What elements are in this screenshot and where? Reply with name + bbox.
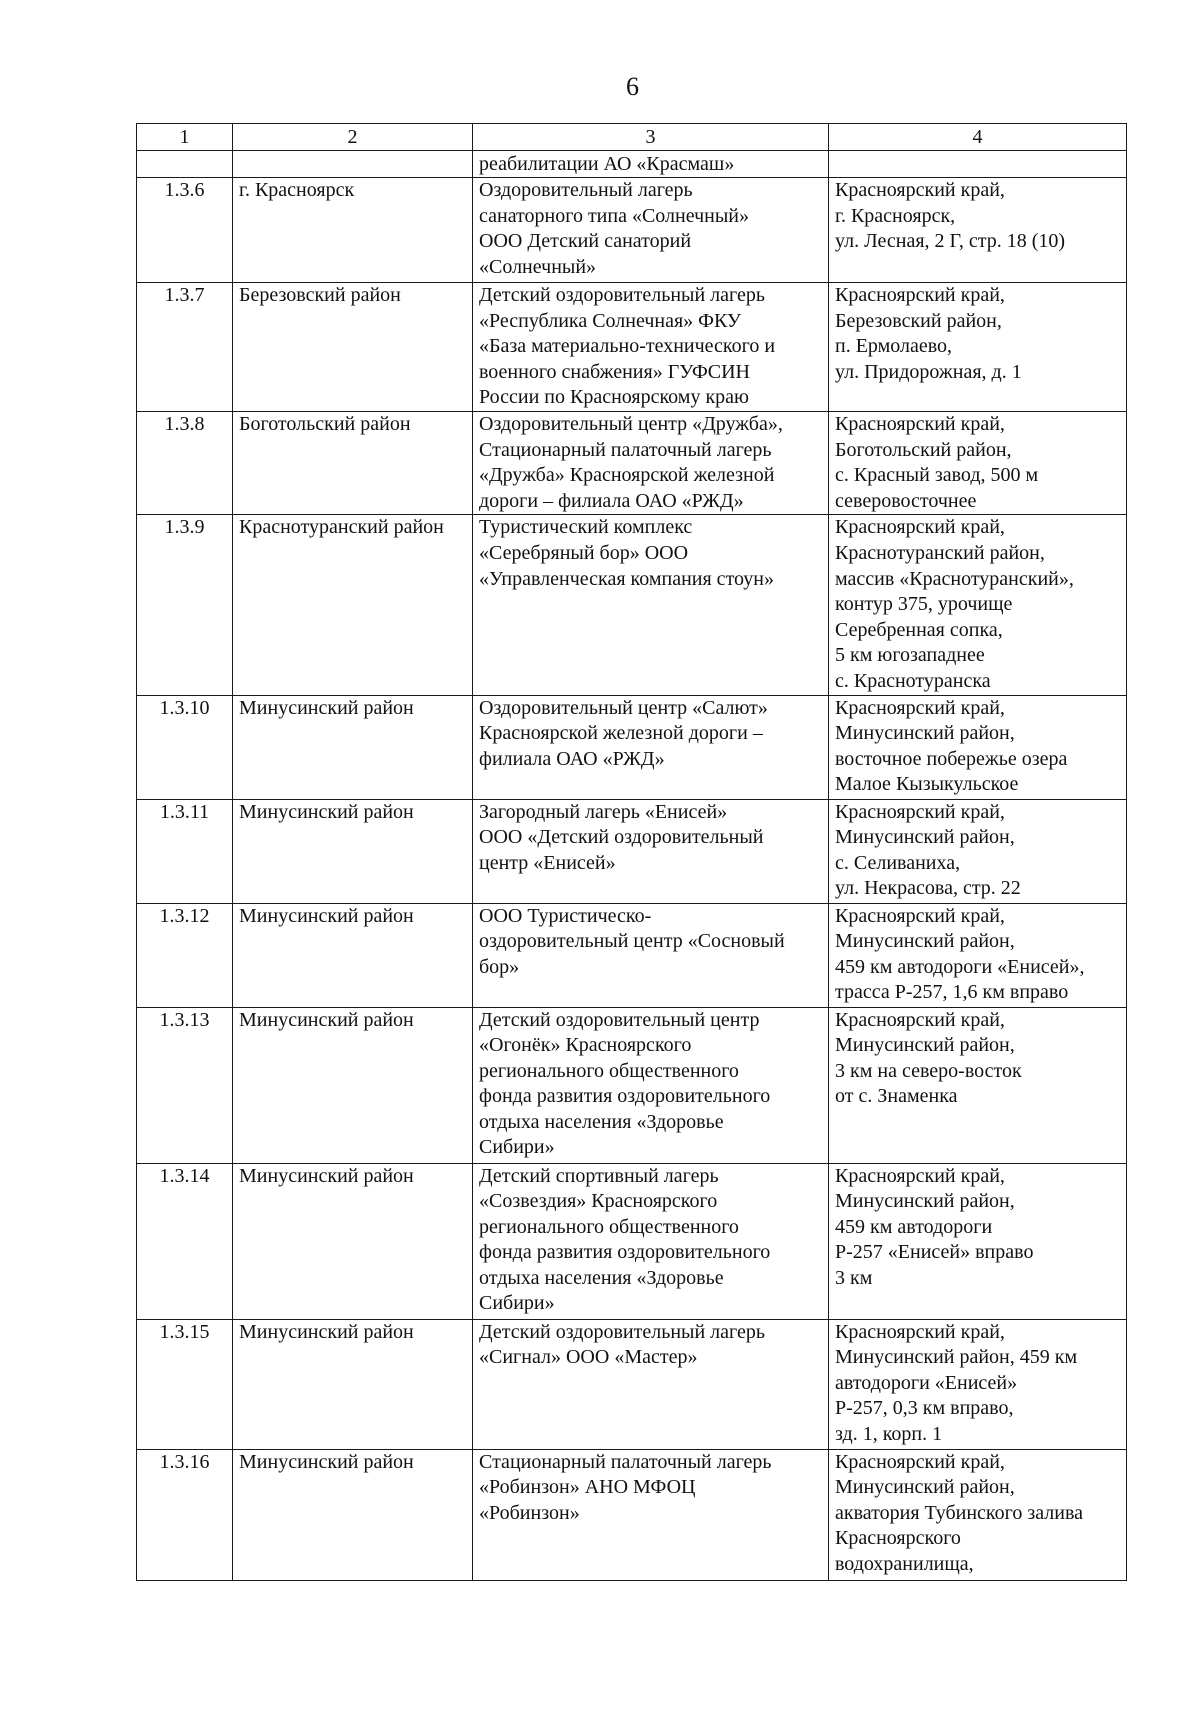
table-row: [137, 411, 1127, 514]
row-number: 1.3.16: [137, 1449, 233, 1580]
row-district: Краснотуранский район: [233, 515, 473, 695]
row-number: 1.3.12: [137, 903, 233, 1007]
table-row: [137, 1163, 1127, 1319]
row-address: Красноярский край, Краснотуранский район, массив «Краснотуранский», контур 375, урочище Серебренная сопка, 5 км югозападнее с. Краснотуранска: [829, 515, 1127, 695]
row-facility-name: Оздоровительный лагерь санаторного типа «Солнечный» ООО Детский санаторий «Солнечный»: [473, 178, 829, 283]
row-district: Минусинский район: [233, 903, 473, 1007]
header-cell-2: 2: [233, 124, 473, 151]
row-facility-name: Загородный лагерь «Енисей» ООО «Детский оздоровительный центр «Енисей»: [473, 799, 829, 903]
row-facility-name: Стационарный палаточный лагерь «Робинзон» АНО МФОЦ «Робинзон»: [473, 1449, 829, 1580]
row-facility-name: Детский оздоровительный лагерь «Республика Солнечная» ФКУ «База материально-технического и военного снабжения» ГУФСИН России по Красноярскому краю: [473, 283, 829, 412]
row-address: Красноярский край, г. Красноярск, ул. Лесная, 2 Г, стр. 18 (10): [829, 178, 1127, 283]
table-row: [137, 1319, 1127, 1449]
row-address: Красноярский край, Минусинский район, 459 км автодороги «Енисей» Р-257, 0,3 км вправо, зд. 1, корп. 1: [829, 1319, 1127, 1449]
continuation-cell-1: [137, 151, 233, 178]
row-district: Минусинский район: [233, 799, 473, 903]
table-row: [137, 1007, 1127, 1163]
row-facility-name: Детский оздоровительный центр «Огонёк» Красноярского регионального общественного фонда развития оздоровительного отдыха населения «Здоровье Сибири»: [473, 1007, 829, 1163]
row-number: 1.3.7: [137, 283, 233, 412]
header-cell-1: 1: [137, 124, 233, 151]
row-address: Красноярский край, Минусинский район, с. Селиваниха, ул. Некрасова, стр. 22: [829, 799, 1127, 903]
continuation-cell-2: [233, 151, 473, 178]
row-facility-name: ООО Туристическо- оздоровительный центр «Сосновый бор»: [473, 903, 829, 1007]
row-district: Минусинский район: [233, 695, 473, 799]
row-facility-name: Детский оздоровительный лагерь «Сигнал» ООО «Мастер»: [473, 1319, 829, 1449]
row-district: Березовский район: [233, 283, 473, 412]
table-row: [137, 283, 1127, 412]
row-number: 1.3.10: [137, 695, 233, 799]
row-number: 1.3.6: [137, 178, 233, 283]
continuation-cell-4: [829, 151, 1127, 178]
row-address: Красноярский край, Минусинский район, 459 км автодороги Р-257 «Енисей» вправо 3 км: [829, 1163, 1127, 1319]
row-number: 1.3.9: [137, 515, 233, 695]
row-number: 1.3.8: [137, 411, 233, 514]
row-address: Красноярский край, Минусинский район, 459 км автодороги «Енисей», трасса Р-257, 1,6 км вправо: [829, 903, 1127, 1007]
row-number: 1.3.14: [137, 1163, 233, 1319]
continuation-cell-3: реабилитации АО «Красмаш»: [473, 151, 829, 178]
continuation-row: [137, 151, 1127, 178]
row-district: Минусинский район: [233, 1449, 473, 1580]
row-address: Красноярский край, Боготольский район, с. Красный завод, 500 м северовосточнее: [829, 411, 1127, 514]
row-district: Минусинский район: [233, 1163, 473, 1319]
table-row: [137, 903, 1127, 1007]
row-address: Красноярский край, Березовский район, п. Ермолаево, ул. Придорожная, д. 1: [829, 283, 1127, 412]
row-district: Боготольский район: [233, 411, 473, 514]
facilities-table: [136, 123, 1127, 1581]
table-row: [137, 1449, 1127, 1580]
row-number: 1.3.11: [137, 799, 233, 903]
row-address: Красноярский край, Минусинский район, 3 км на северо-восток от с. Знаменка: [829, 1007, 1127, 1163]
row-number: 1.3.13: [137, 1007, 233, 1163]
header-cell-4: 4: [829, 124, 1127, 151]
row-district: г. Красноярск: [233, 178, 473, 283]
row-address: Красноярский край, Минусинский район, восточное побережье озера Малое Кызыкульское: [829, 695, 1127, 799]
table-header-row: [137, 124, 1127, 151]
row-number: 1.3.15: [137, 1319, 233, 1449]
row-district: Минусинский район: [233, 1319, 473, 1449]
table-row: [137, 695, 1127, 799]
table-row: [137, 178, 1127, 283]
row-facility-name: Оздоровительный центр «Салют» Красноярской железной дороги – филиала ОАО «РЖД»: [473, 695, 829, 799]
row-facility-name: Оздоровительный центр «Дружба», Стационарный палаточный лагерь «Дружба» Красноярской железной дороги – филиала ОАО «РЖД»: [473, 411, 829, 514]
row-address: Красноярский край, Минусинский район, акватория Тубинского залива Красноярского водохранилища,: [829, 1449, 1127, 1580]
page-number: 6: [626, 72, 639, 101]
row-district: Минусинский район: [233, 1007, 473, 1163]
table-row: [137, 515, 1127, 695]
table-row: [137, 799, 1127, 903]
row-facility-name: Детский спортивный лагерь «Созвездия» Красноярского регионального общественного фонда развития оздоровительного отдыха населения «Здоровье Сибири»: [473, 1163, 829, 1319]
header-cell-3: 3: [473, 124, 829, 151]
row-facility-name: Туристический комплекс «Серебряный бор» ООО «Управленческая компания стоун»: [473, 515, 829, 695]
